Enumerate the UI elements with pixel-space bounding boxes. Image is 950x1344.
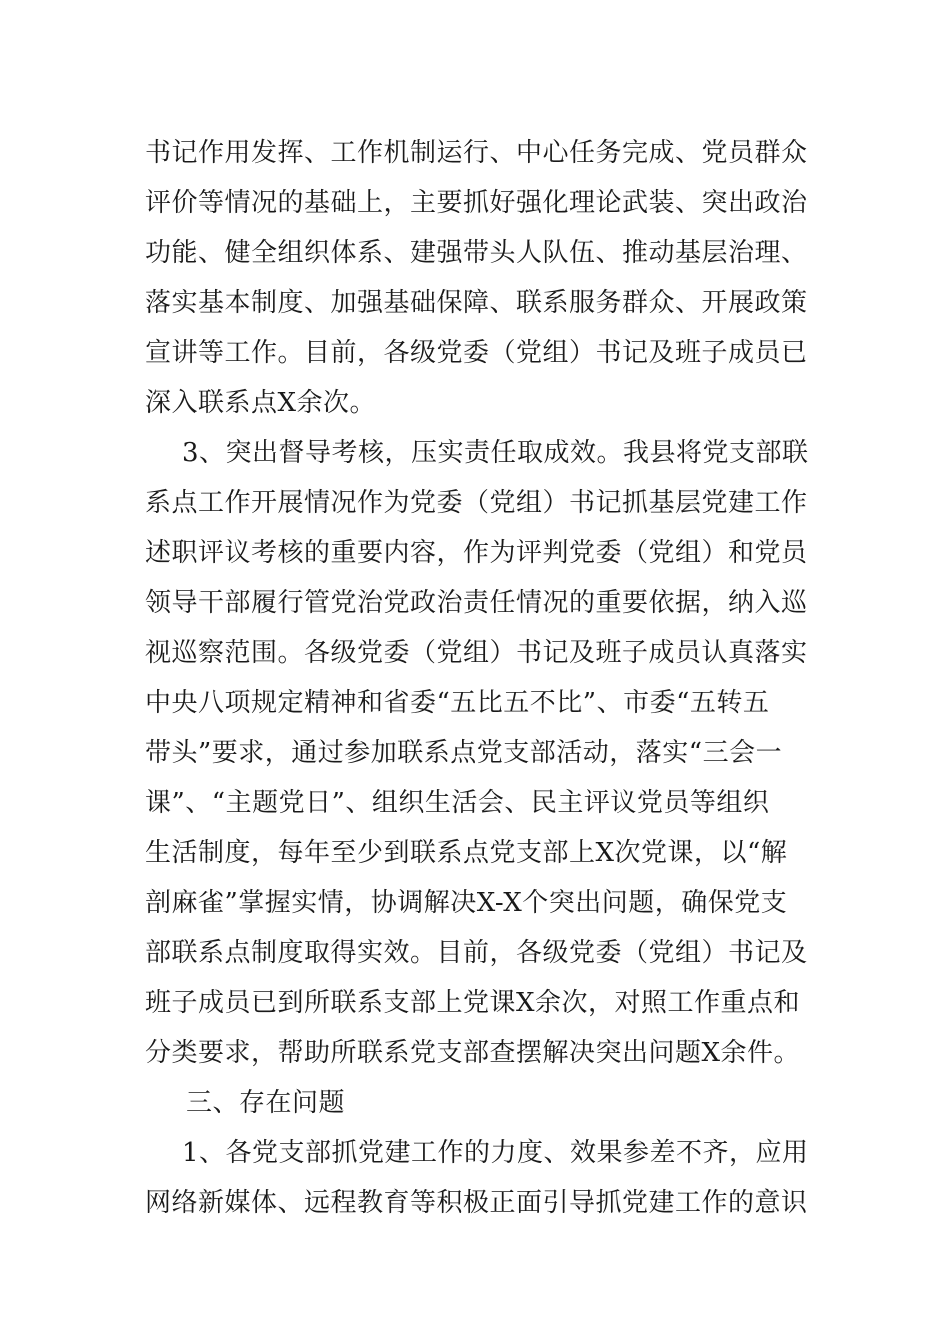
text-line: 书记作用发挥、工作机制运行、中心任务完成、党员群众 <box>145 138 808 168</box>
text-line: 网络新媒体、远程教育等积极正面引导抓党建工作的意识 <box>145 1188 808 1218</box>
text-line: 评价等情况的基础上，主要抓好强化理论武装、突出政治 <box>145 188 808 218</box>
text-line: 生活制度，每年至少到联系点党支部上X次党课，以“解 <box>145 838 788 868</box>
text-line: 落实基本制度、加强基础保障、联系服务群众、开展政策 <box>145 288 808 318</box>
text-line: 系点工作开展情况作为党委（党组）书记抓基层党建工作 <box>145 488 808 518</box>
text-line: 部联系点制度取得实效。目前，各级党委（党组）书记及 <box>145 938 808 968</box>
paragraph-heading: 1、各党支部抓党建工作的力度、效果参差不齐，应用 <box>182 1138 809 1168</box>
text-line: 班子成员已到所联系支部上党课X余次，对照工作重点和 <box>145 988 801 1018</box>
text-line: 带头”要求，通过参加联系点党支部活动，落实“三会一 <box>145 738 783 768</box>
text-line: 剖麻雀”掌握实情，协调解决X-X个突出问题，确保党支 <box>145 888 788 918</box>
text-line: 领导干部履行管党治党政治责任情况的重要依据，纳入巡 <box>145 588 808 618</box>
paragraph-heading: 3、突出督导考核，压实责任取成效。我县将党支部联 <box>182 438 809 468</box>
text-line: 宣讲等工作。目前，各级党委（党组）书记及班子成员已 <box>145 338 808 368</box>
text-line: 深入联系点X余次。 <box>145 388 377 418</box>
text-line: 述职评议考核的重要内容，作为评判党委（党组）和党员 <box>145 538 808 568</box>
text-line: 视巡察范围。各级党委（党组）书记及班子成员认真落实 <box>145 638 808 668</box>
text-line: 中央八项规定精神和省委“五比五不比”、市委“五转五 <box>145 688 770 718</box>
text-line: 课”、“主题党日”、组织生活会、民主评议党员等组织 <box>145 788 770 818</box>
text-line: 分类要求，帮助所联系党支部查摆解决突出问题X余件。 <box>145 1038 801 1068</box>
text-line: 功能、健全组织体系、建强带头人队伍、推动基层治理、 <box>145 238 808 268</box>
section-heading: 三、存在问题 <box>186 1088 346 1118</box>
